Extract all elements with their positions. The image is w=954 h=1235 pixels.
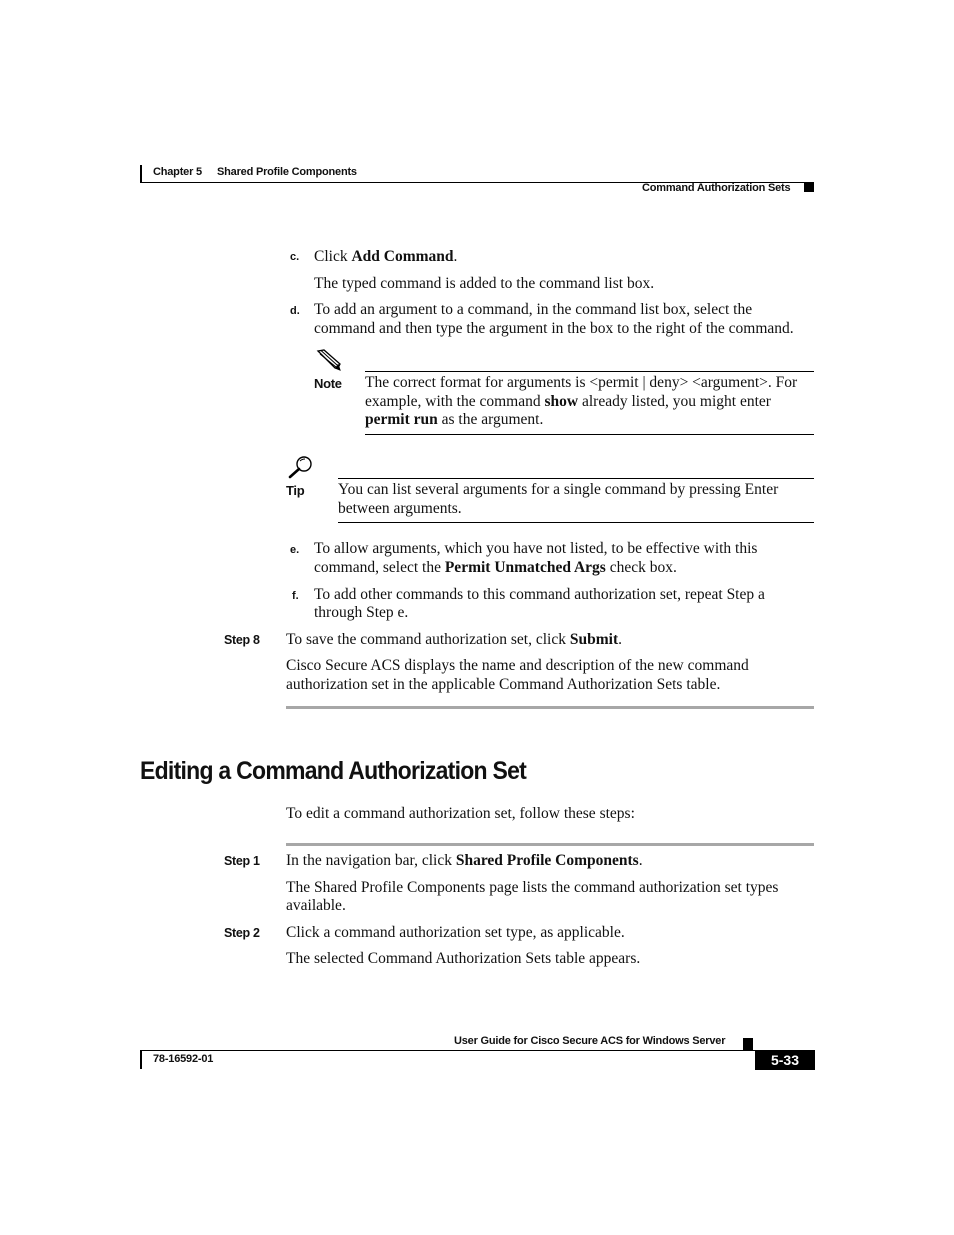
footer-left-bar [140, 1050, 142, 1069]
step2-desc: The selected Command Authorization Sets table appears. [286, 950, 641, 967]
step8-desc1: Cisco Secure ACS displays the name and description of the new command [286, 657, 749, 674]
footer-small-square [743, 1038, 753, 1050]
section-title: Editing a Command Authorization Set [140, 757, 527, 785]
note-label: Note [314, 376, 342, 391]
item-d-label: d. [290, 305, 300, 317]
item-f-line2: through Step e. [314, 604, 409, 621]
note-line3: permit run as the argument. [365, 411, 544, 428]
item-c-label: c. [290, 251, 300, 263]
header-chapter: Chapter 5 [153, 166, 202, 178]
step1-desc2: available. [286, 897, 346, 914]
tip-line2: between arguments. [338, 500, 462, 517]
item-c-result: The typed command is added to the command list box. [314, 275, 655, 292]
procedure-start-rule [286, 843, 814, 846]
item-f-line1: To add other commands to this command authorization set, repeat Step a [314, 586, 765, 603]
step2-label: Step 2 [224, 926, 260, 940]
tip-bottom-rule [338, 522, 814, 523]
item-e-label: e. [290, 544, 300, 556]
tip-line1: You can list several arguments for a single command by pressing Enter [338, 481, 779, 498]
footer-doc-number: 78-16592-01 [153, 1053, 214, 1065]
header-section: Command Authorization Sets [642, 182, 791, 194]
item-d-line2: command and then type the argument in the box to the right of the command. [314, 320, 794, 337]
item-d-line1: To add an argument to a command, in the command list box, select the [314, 301, 753, 318]
header-black-square [804, 182, 814, 192]
item-c-text: Click Add Command. [314, 248, 458, 265]
header-chapter-title: Shared Profile Components [217, 166, 357, 178]
section-intro: To edit a command authorization set, follow these steps: [286, 805, 635, 822]
tip-label: Tip [286, 483, 305, 498]
item-e-line2: command, select the Permit Unmatched Args check box. [314, 559, 677, 576]
item-f-label: f. [292, 590, 299, 602]
step2-text: Click a command authorization set type, as applicable. [286, 924, 625, 941]
note-line2: example, with the command show already listed, you might enter [365, 393, 771, 410]
note-bottom-rule [365, 434, 814, 435]
step8-text: To save the command authorization set, click Submit. [286, 631, 622, 648]
magnifier-icon [287, 455, 313, 479]
pencil-icon [316, 349, 342, 371]
item-e-line1: To allow arguments, which you have not listed, to be effective with this [314, 540, 758, 557]
step8-desc2: authorization set in the applicable Command Authorization Sets table. [286, 676, 721, 693]
note-line1: The correct format for arguments is <permit | deny> <argument>. For [365, 374, 798, 391]
tip-top-rule [338, 478, 814, 479]
page-number: 5-33 [770, 1052, 800, 1068]
footer-rule [140, 1050, 814, 1051]
header-left-bar [140, 165, 142, 183]
step1-desc1: The Shared Profile Components page lists the command authorization set types [286, 879, 779, 896]
footer-guide-title: User Guide for Cisco Secure ACS for Windows Server [454, 1035, 726, 1047]
page-number-box [755, 1050, 815, 1070]
step1-label: Step 1 [224, 854, 260, 868]
note-top-rule [365, 371, 814, 372]
step8-label: Step 8 [224, 633, 260, 647]
step1-text: In the navigation bar, click Shared Profile Components. [286, 852, 643, 869]
procedure-end-rule [286, 706, 814, 709]
